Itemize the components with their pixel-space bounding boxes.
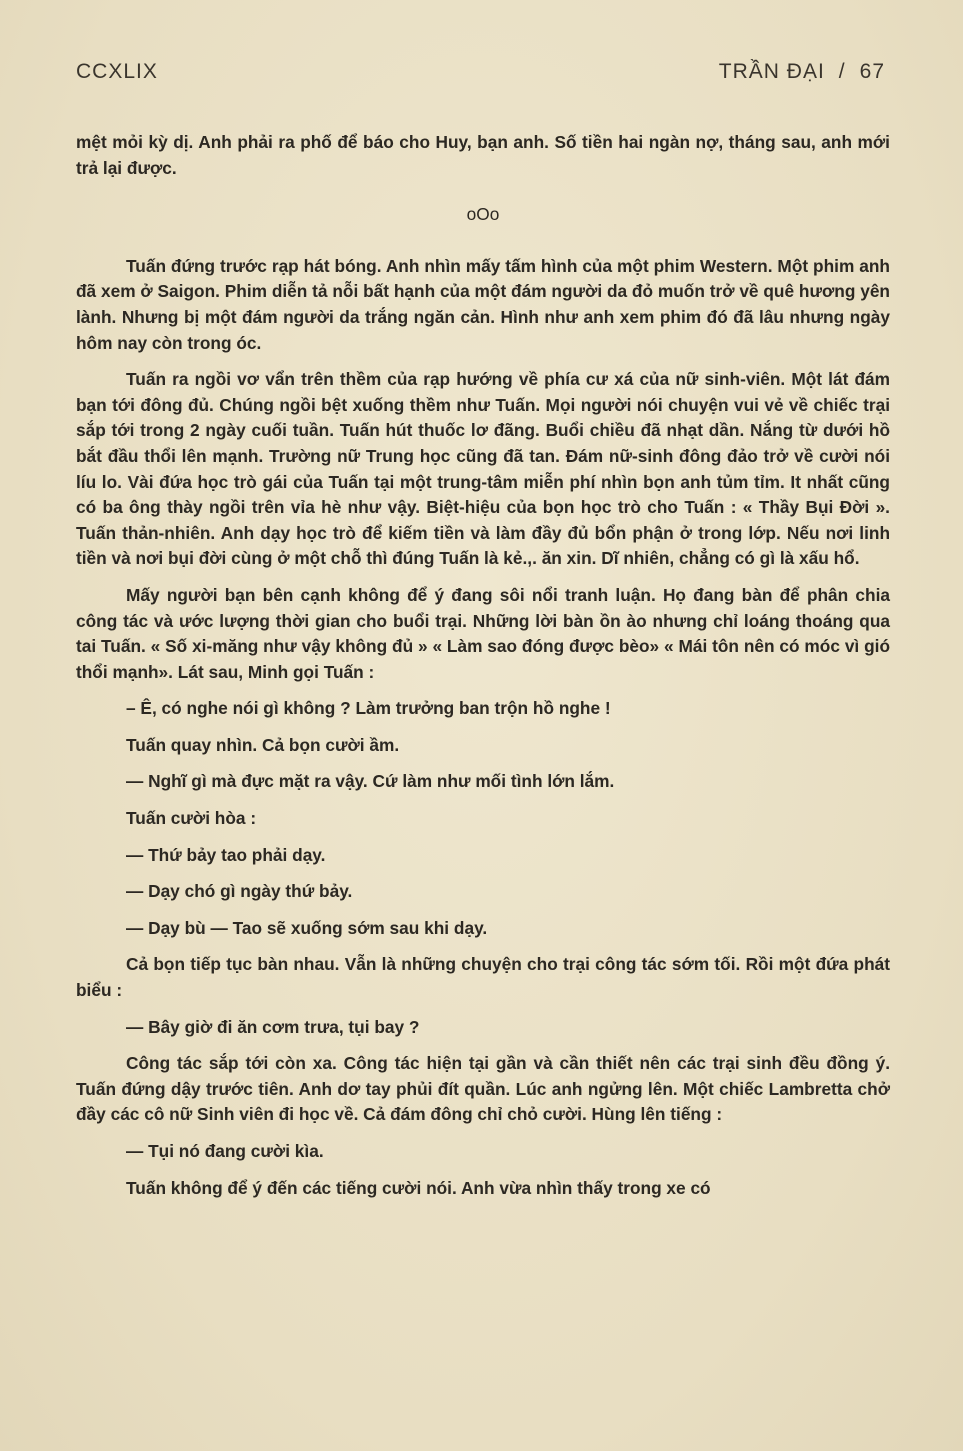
paragraph-continues: Tuấn không để ý đến các tiếng cười nói. Anh vừa nhìn thấy trong xe có [126, 1177, 711, 1198]
narration-line: Tuấn cười hòa : [126, 808, 257, 829]
page-number: 67 [859, 60, 885, 83]
author-name: TRẦN ĐẠI [718, 60, 825, 83]
dialogue-line: — Tụi nó đang cười kìa. [126, 1141, 324, 1161]
narration-line: Tuấn quay nhìn. Cả bọn cười ầm. [126, 734, 400, 755]
dialogue-line: – Ê, có nghe nói gì không ? Làm trưởng ban trộn hồ nghe ! [126, 698, 611, 719]
paragraph-continued: mệt mỏi kỳ dị. Anh phải ra phố để báo cho Huy, bạn anh. Số tiền hai ngàn nợ, tháng sau, anh mới trả lại được. [76, 132, 890, 178]
page-header [76, 60, 885, 84]
paragraph: Tuấn ra ngồi vơ vẩn trên thềm của rạp hướng về phía cư xá của nữ sinh-viên. Một lát đám bạn tới đông đủ. Chúng ngồi bệt xuống thềm như Tuấn. Mọi người nói chuyện vui vẻ về chiếc trại sắp tới trong 2 ngày cuối tuần. Tuấn hút thuốc lơ đãng. Buổi chiều đã nhạt dần. Nắng từ dưới hồ bắt đầu thổi lên mạnh. Trường nữ Trung học cũng đã tan. Đám nữ-sinh đông đảo trở về cười nói líu lo. Vài đứa học trò gái của Tuấn tại một trung-tâm miễn phí nhìn bọn anh tủm tỉm. It nhất cũng có ba ông thày ngồi trên vỉa hè như vậy. Biệt-hiệu của bọn học trò cho Tuấn : « Thầy Bụi Đời ». Tuấn thản-nhiên. Anh dạy học trò để kiếm tiền và làm đầy đủ bổn phận ở trong lớp. Nếu nơi linh tiền và nơi bụi đời cùng ở một chỗ thì đúng Tuấn là kẻ.,. ăn xin. Dĩ nhiên, chẳng có gì là xấu hổ. [76, 369, 890, 569]
chapter-number: CCXLIX [76, 60, 158, 83]
paragraph: Mấy người bạn bên cạnh không để ý đang sôi nổi tranh luận. Họ đang bàn để phân chia công tác và ước lượng thời gian cho buổi trại. Những lời bàn ồn ào nhưng chỉ loáng thoáng qua tai Tuấn. « Số xi-măng như vậy không đủ » « Làm sao đóng được bèo» « Mái tôn nên có móc vì gió thổi mạnh». Lát sau, Minh gọi Tuấn : [76, 584, 890, 682]
dialogue-line: — Bây giờ đi ăn cơm trưa, tụi bay ? [126, 1016, 420, 1037]
page-body [76, 130, 890, 1201]
dialogue-line: — Thứ bảy tao phải dạy. [126, 844, 326, 865]
section-separator: oOo [466, 204, 500, 225]
paragraph: Công tác sắp tới còn xa. Công tác hiện tại gần và cần thiết nên các trại sinh đều đồng ý. Tuấn đứng dậy trước tiên. Anh dơ tay phủi đít quần. Lúc anh ngửng lên. Một chiếc Lambretta chở đầy các cô nữ Sinh viên đi học về. Cả đám đông chỉ chỏ cười. Hùng lên tiếng : [76, 1053, 890, 1125]
dialogue-line: — Dạy bù — Tao sẽ xuống sớm sau khi dạy. [126, 917, 488, 938]
header-right [719, 60, 885, 84]
dialogue-line: — Nghĩ gì mà đực mặt ra vậy. Cứ làm như mối tình lớn lắm. [126, 771, 615, 792]
dialogue-line: — Dạy chó gì ngày thứ bảy. [126, 881, 353, 902]
paragraph: Tuấn đứng trước rạp hát bóng. Anh nhìn mấy tấm hình của một phim Western. Một phim anh đã xem ở Saigon. Phim diễn tả nỗi bất hạnh của một đám người da đỏ muốn trở về quê hương yên lành. Nhưng bị một đám người da trắng ngăn cản. Hình như anh xem phim đó đã lâu nhưng ngày hôm nay còn trong óc. [76, 255, 890, 353]
paragraph: Cả bọn tiếp tục bàn nhau. Vẫn là những chuyện cho trại công tác sớm tối. Rồi một đứa phát biểu : [76, 954, 890, 1001]
header-separator: / [838, 60, 846, 83]
